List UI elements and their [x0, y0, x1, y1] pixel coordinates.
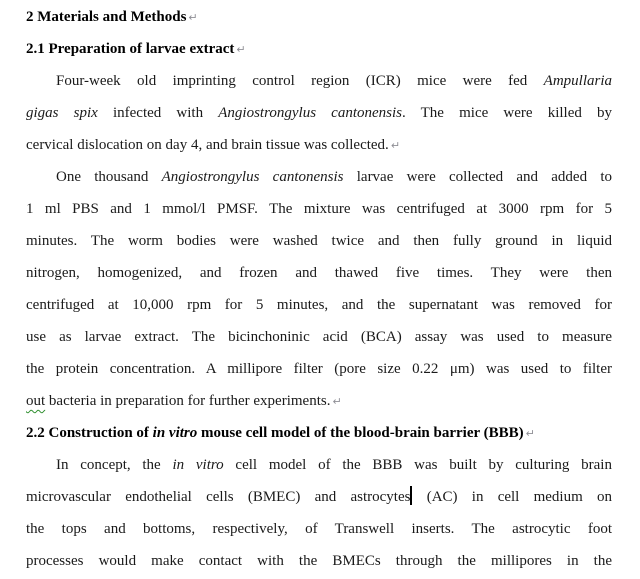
text-line [26, 385, 612, 417]
species-name-italic: Angiostrongylus cantonensis [161, 169, 344, 185]
body-text: infected with [97, 105, 219, 121]
in-vitro-italic: in vitro [152, 425, 198, 441]
in-vitro-italic: in vitro [172, 457, 224, 473]
text-line [26, 545, 612, 577]
body-text: (AC) in cell medium on [412, 489, 612, 505]
body-text: Four-week old imprinting control region (ICR) mice were fed [56, 73, 544, 89]
body-text: In concept, the [56, 457, 173, 473]
paragraph-mark-icon: ↵ [188, 11, 198, 24]
section-heading-preparation-of-larvae-extract [26, 33, 612, 65]
paragraph-mark-icon: ↵ [236, 43, 246, 56]
text-line [26, 513, 612, 545]
heading-text: 2.1 Preparation of larvae extract [26, 41, 235, 57]
body-text: centrifuged at 10,000 rpm for 5 minutes, and the supernatant was removed for [26, 297, 612, 313]
paragraph-mark-icon: ↵ [390, 139, 401, 152]
paragraph-mark-icon: ↵ [525, 427, 535, 440]
heading-text: 2.2 Construction of [26, 425, 153, 441]
text-line [26, 161, 612, 193]
body-text: nitrogen, homogenized, and frozen and thawed five times. They were then [26, 265, 612, 281]
text-line [26, 97, 612, 129]
text-line [26, 225, 612, 257]
paragraph-mark-icon: ↵ [332, 395, 342, 408]
body-text: the tops and bottoms, respectively, of Transwell inserts. The astrocytic foot [26, 521, 612, 537]
section-heading-construction-of-bbb-model [26, 417, 612, 449]
body-text: the protein concentration. A millipore filter (pore size 0.22 μm) was used to filter [26, 361, 612, 377]
section-heading-materials-and-methods [26, 1, 612, 33]
body-text: . The mice were killed by [402, 105, 612, 121]
grammar-flagged-word: out [26, 393, 46, 409]
body-text: cell model of the BBB was built by culturing brain [223, 457, 612, 473]
text-line [26, 481, 612, 513]
species-name-italic: Ampullaria [543, 73, 612, 89]
species-name-italic: Angiostrongylus cantonensis [218, 105, 403, 121]
text-line [26, 449, 612, 481]
body-text: cervical dislocation on day 4, and brain tissue was collected. [26, 137, 389, 153]
text-line [26, 321, 612, 353]
species-name-italic: gigas spix [26, 105, 98, 121]
text-line [26, 193, 612, 225]
body-text: microvascular endothelial cells (BMEC) and astrocytes [26, 489, 411, 505]
body-text: use as larvae extract. The bicinchoninic acid (BCA) assay was used to measure [26, 329, 612, 345]
text-line [26, 353, 612, 385]
body-text: larvae were collected and added to [343, 169, 612, 185]
text-line [26, 129, 612, 161]
text-line [26, 289, 612, 321]
text-line [26, 257, 612, 289]
body-text: bacteria in preparation for further experiments. [45, 393, 331, 409]
body-text: processes would make contact with the BMECs through the millipores in the [26, 553, 612, 569]
heading-text: mouse cell model of the blood-brain barrier (BBB) [197, 425, 524, 441]
body-text: One thousand [56, 169, 162, 185]
body-text: 1 ml PBS and 1 mmol/l PMSF. The mixture was centrifuged at 3000 rpm for 5 [26, 201, 612, 217]
text-line [26, 65, 612, 97]
body-text: minutes. The worm bodies were washed twice and then fully ground in liquid [26, 233, 612, 249]
heading-text: 2 Materials and Methods [26, 9, 187, 25]
